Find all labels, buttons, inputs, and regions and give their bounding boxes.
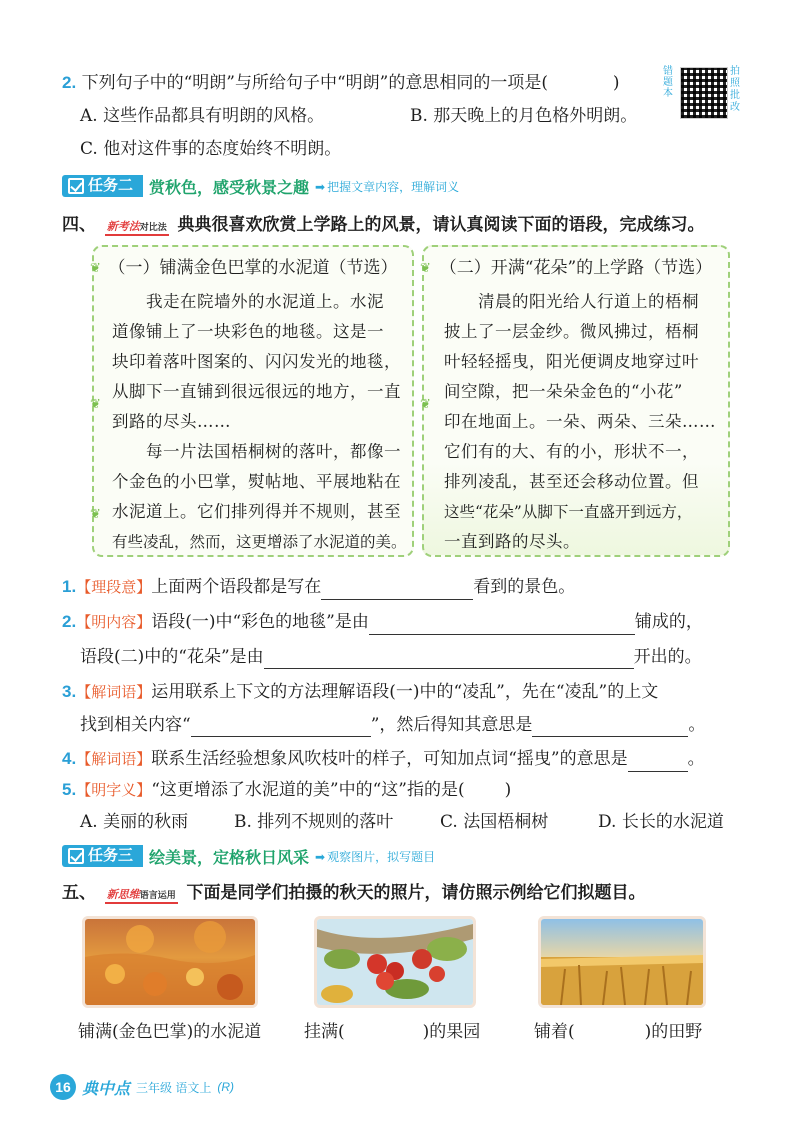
passage-1-line: 道像铺上了一块彩色的地毯。这是一: [112, 322, 384, 341]
task2-title: 赏秋色，感受秋景之趣: [149, 179, 310, 197]
brand-logo: 典中点: [82, 1080, 131, 1098]
leaf-icon: ❦: [90, 507, 101, 522]
question-3-line-2: 找到相关内容“ ”，然后得知其意思是 。: [80, 715, 706, 735]
leaf-icon: ❦: [420, 397, 431, 412]
wheat-field-photo: [538, 916, 706, 1008]
photo-1-caption: 铺满(金色巴掌)的水泥道: [78, 1022, 262, 1042]
photo-2-caption: 挂满( )的果园: [304, 1022, 481, 1042]
qr-code-icon[interactable]: [680, 67, 728, 119]
passage-1-line: 我走在院墙外的水泥道上。水泥: [146, 292, 384, 311]
question-tag: 【理段意】: [76, 579, 152, 596]
q5-option-a: A. 美丽的秋雨: [80, 812, 189, 832]
passage-1-line: 到路的尽头……: [112, 412, 231, 431]
section4-heading: 四、 新考法对比法 典典很喜欢欣赏上学路上的风景，请认真阅读下面的语段，完成练习。: [62, 215, 705, 234]
answer-blank[interactable]: [369, 617, 635, 635]
question-tag: 【解词语】: [76, 684, 152, 701]
q5-option-b: B. 排列不规则的落叶: [234, 812, 394, 832]
red-fruit-icon: [317, 919, 473, 1005]
q2-option-a: A. 这些作品都具有明朗的风格。: [80, 106, 325, 126]
passage-1-line: 个金色的小巴掌，熨帖地、平展地粘在: [112, 472, 401, 491]
leaf-icon: ❦: [90, 261, 101, 276]
fallen-leaves-icon: [85, 919, 255, 1005]
task2-banner: [62, 175, 459, 197]
q5-option-c: C. 法国梧桐树: [440, 812, 549, 832]
footer-grade: 三年级 语文上: [136, 1080, 212, 1095]
passage-2-line: 它们有的大、有的小，形状不一，: [444, 442, 699, 461]
passage-2-line: 一直到路的尽头。: [444, 532, 580, 551]
passage-1-title: （一）铺满金色巴掌的水泥道（节选）: [108, 258, 398, 278]
question-1: 1.【理段意】上面两个语段都是写在 看到的景色。: [62, 575, 575, 600]
passage-1-line: 块印着落叶图案的、闪闪发光的地毯，: [112, 352, 401, 371]
q2-number: 2.: [62, 73, 77, 92]
passage-1-line: 有些凌乱，然而，这更增添了水泥道的美。: [112, 533, 407, 551]
section4-badge: 新考法对比法: [105, 218, 169, 236]
passage-2-line: 这些“花朵”从脚下一直盛开到远方，: [444, 503, 693, 521]
page-number: 16: [50, 1074, 76, 1100]
q2-option-c: C. 他对这件事的态度始终不明朗。: [80, 139, 342, 159]
q2-option-b: B. 那天晚上的月色格外明朗。: [410, 106, 638, 126]
qr-label-left: 错题本: [663, 66, 673, 99]
passage-2-line: 间空隙，把一朵朵金色的“小花”: [444, 382, 683, 401]
checkbox-icon: [68, 848, 84, 864]
qr-label-right: 拍照批改: [730, 66, 740, 113]
task3-banner: [62, 845, 435, 867]
leaf-icon: ❦: [420, 261, 431, 276]
section5-badge: 新思维语言运用: [105, 886, 178, 904]
answer-blank[interactable]: [191, 719, 371, 737]
passage-1-line: 从脚下一直铺到很远很远的地方，一直: [112, 382, 401, 401]
passage-2-line: 披上了一层金纱。微风拂过，梧桐: [444, 322, 699, 341]
task3-label: 任务三: [62, 845, 143, 867]
section5-heading: 五、 新思维语言运用 下面是同学们拍摄的秋天的照片，请仿照示例给它们拟题目。: [62, 883, 646, 902]
red-fruit-photo: [314, 916, 476, 1008]
passage-2-line: 叶轻轻摇曳，阳光便调皮地穿过叶: [444, 352, 699, 371]
fallen-leaves-photo: [82, 916, 258, 1008]
question-tag: 【解词语】: [76, 751, 152, 768]
section5-instruction: 下面是同学们拍摄的秋天的照片，请仿照示例给它们拟题目。: [186, 883, 646, 902]
answer-blank[interactable]: [532, 719, 688, 737]
passage-1-line: 水泥道上。它们排列得并不规则，甚至: [112, 502, 401, 521]
passage-2-title: （二）开满“花朵”的上学路（节选）: [439, 258, 713, 278]
answer-blank[interactable]: [321, 582, 473, 600]
passage-1: [92, 245, 414, 557]
question-2-line-2: 语段(二)中的“花朵”是由 开出的。: [80, 647, 702, 667]
wheat-field-icon: [541, 919, 703, 1005]
q5-option-d: D. 长长的水泥道: [598, 812, 724, 832]
question-tag: 【明内容】: [76, 614, 152, 631]
task3-title: 绘美景，定格秋日风采: [149, 849, 310, 867]
answer-blank[interactable]: [628, 754, 688, 772]
passage-2-line: 排列凌乱，甚至还会移动位置。但: [444, 472, 699, 491]
task2-subtitle: ➡ 把握文章内容，理解词义: [315, 178, 459, 195]
task2-label: 任务二: [62, 175, 143, 197]
passage-2-line: 印在地面上。一朵、两朵、三朵……: [444, 412, 716, 431]
question-2: 2.【明内容】语段(一)中“彩色的地毯”是由 铺成的，: [62, 610, 703, 635]
answer-blank[interactable]: [264, 651, 634, 669]
section4-instruction: 典典很喜欢欣赏上学路上的风景，请认真阅读下面的语段，完成练习。: [177, 215, 705, 234]
photo-3-caption: 铺着( )的田野: [534, 1022, 703, 1042]
passage-2-line: 清晨的阳光给人行道上的梧桐: [478, 292, 699, 311]
page-footer: [50, 1074, 234, 1100]
question-tag: 【明字义】: [76, 782, 152, 799]
question-4: 4.【解词语】联系生活经验想象风吹枝叶的样子，可知加点词“摇曳”的意思是 。: [62, 747, 705, 772]
question-5: 5.【明字义】“这更增添了水泥道的美”中的“这”指的是( ): [62, 780, 512, 800]
q2-stem-text: 下列句子中的“明朗”与所给句子中“明朗”的意思相同的一项是(: [81, 73, 548, 93]
checkbox-icon: [68, 178, 84, 194]
task3-subtitle: ➡ 观察图片，拟写题目: [315, 848, 435, 865]
question-3: 3.【解词语】运用联系上下文的方法理解语段(一)中的“凌乱”，先在“凌乱”的上文: [62, 682, 659, 702]
passage-1-line: 每一片法国梧桐树的落叶，都像一: [146, 442, 401, 461]
passage-2: [422, 245, 730, 557]
leaf-icon: ❦: [90, 397, 101, 412]
q2-stem: 2. 下列句子中的“明朗”与所给句子中“明朗”的意思相同的一项是( ): [62, 73, 620, 93]
footer-edition: (R): [217, 1080, 235, 1094]
